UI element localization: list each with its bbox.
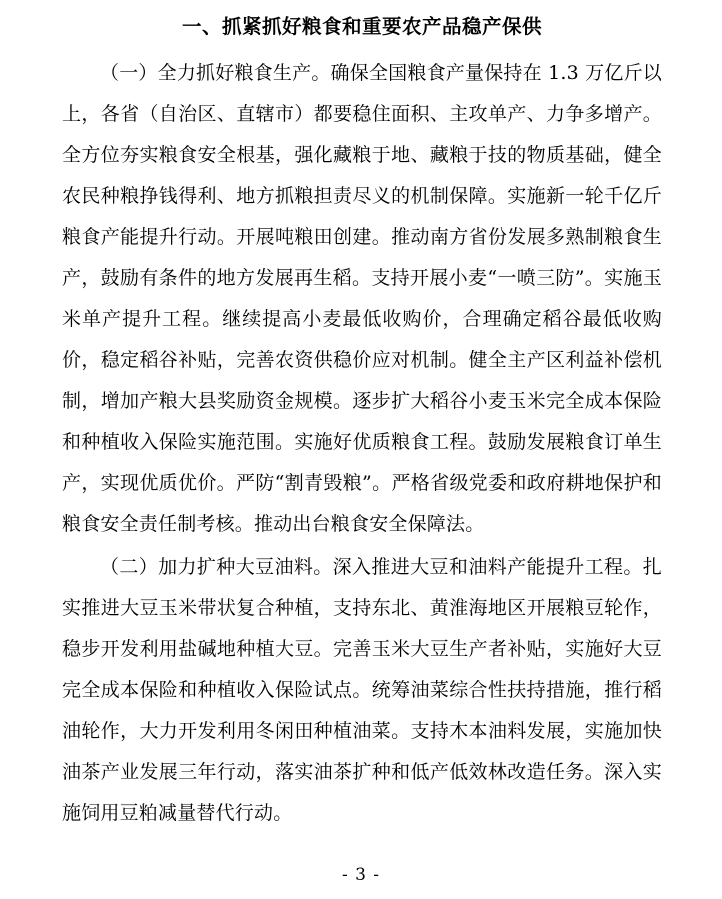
page-title: 一、抓紧抓好粮食和重要农产品稳产保供: [181, 15, 542, 38]
paragraph-1: （一）全力抓好粮食生产。确保全国粮食产量保持在 1.3 万亿斤以上，各省（自治区、直辖市）都要稳住面积、主攻单产、力争多增产。全方位夯实粮食安全根基，强化藏粮于地、藏粮于技的物质基础，健全农民种粮挣钱得利、地方抓粮担责尽义的机制保障。实施新一轮千亿斤粮食产能提升行动。开展吨粮田创建。推动南方省份发展多熟制粮食生产，鼓励有条件的地方发展再生稻。支持开展小麦“一喷三防”。实施玉米单产提升工程。继续提高小麦最低收购价，合理确定稻谷最低收购价，稳定稻谷补贴，完善农资供稳价应对机制。健全主产区利益补偿机制，增加产粮大县奖励资金规模。逐步扩大稻谷小麦玉米完全成本保险和种植收入保险实施范围。实施好优质粮食工程。鼓励发展粮食订单生产，实现优质优价。严防“割青毁粮”。严格省级党委和政府耕地保护和粮食安全责任制考核。推动出台粮食安全保障法。: [62, 62, 662, 536]
paragraph-2: （二）加力扩种大豆油料。深入推进大豆和油料产能提升工程。扎实推进大豆玉米带状复合种植，支持东北、黄淮海地区开展粮豆轮作，稳步开发利用盐碱地种植大豆。完善玉米大豆生产者补贴，实施好大豆完全成本保险和种植收入保险试点。统筹油菜综合性扶持措施，推行稻油轮作，大力开发利用冬闲田种植油菜。支持木本油料发展，实施加快油茶产业发展三年行动，落实油茶扩种和低产低效林改造任务。深入实施饲用豆粕减量替代行动。: [62, 556, 662, 825]
page-number: - 3 -: [341, 865, 381, 885]
